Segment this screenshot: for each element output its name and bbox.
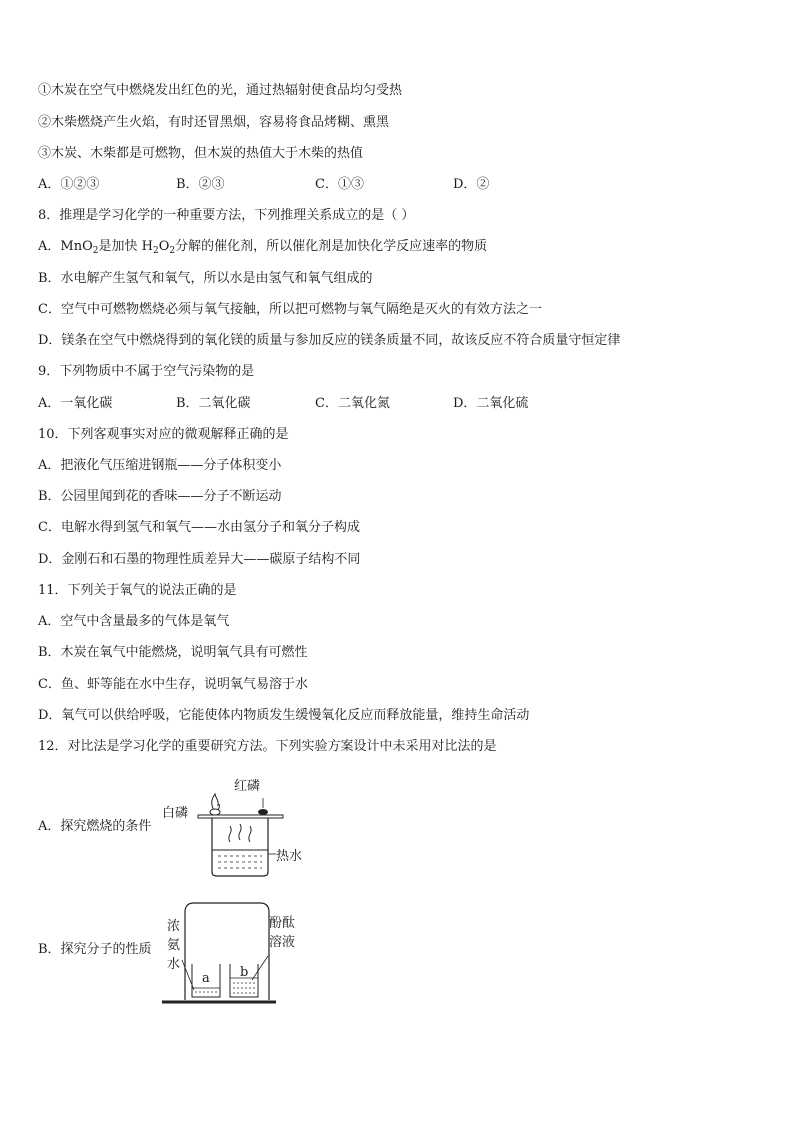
q7-option-a[interactable]: A．①②③ [38, 177, 100, 192]
label-white-phosphorus: 白磷 [162, 806, 189, 821]
label-beaker-b: b [240, 965, 249, 980]
q9-option-b[interactable]: B．二氧化碳 [176, 396, 251, 411]
q9-option-c[interactable]: C．二氧化氮 [315, 396, 390, 411]
q8-option-a[interactable] [38, 238, 487, 260]
red-phosphorus-piece [258, 809, 268, 815]
subscript: 2 [92, 246, 99, 256]
bell-jar [185, 903, 269, 1000]
label-beaker-a: a [202, 971, 210, 986]
label-red-phosphorus: 红磷 [234, 779, 261, 794]
q8-option-a-post: 分解的催化剂，所以催化剂是加快化学反应速率的物质 [175, 239, 488, 254]
pointer-line [252, 956, 268, 980]
q7-option-d[interactable]: D．② [453, 177, 490, 192]
label-ammonia-2: 氨 [167, 938, 181, 953]
q10-option-d[interactable]: D．金刚石和石墨的物理性质差异大——碳原子结构不同 [38, 552, 361, 567]
q10-option-a[interactable]: A．把液化气压缩进钢瓶——分子体积变小 [38, 458, 282, 473]
q10-stem: 10．下列客观事实对应的微观解释正确的是 [38, 427, 289, 442]
q9-option-d[interactable]: D．二氧化硫 [453, 396, 529, 411]
q7-option-b[interactable]: B．②③ [176, 177, 225, 192]
q8-option-a-pre: A．MnO [38, 239, 93, 254]
q7-option-c[interactable]: C．①③ [315, 177, 364, 192]
flame-icon [212, 794, 220, 810]
q12-stem: 12．对比法是学习化学的重要研究方法。下列实验方案设计中未采用对比法的是 [38, 739, 497, 754]
beaker [212, 818, 268, 876]
q8-stem: 8．推理是学习化学的一种重要方法，下列推理关系成立的是（ ） [38, 208, 415, 223]
q8-option-d[interactable]: D．镁条在空气中燃烧得到的氧化镁的质量与参加反应的镁条质量不同，故该反应不符合质量守恒定律 [38, 333, 621, 348]
steam-line [229, 826, 231, 842]
label-phenolphthalein-2: 溶液 [269, 935, 296, 950]
q7-item-1: ①木炭在空气中燃烧发出红色的光，通过热辐射使食品均匀受热 [38, 83, 403, 98]
q10-option-c[interactable]: C．电解水得到氢气和氧气——水由氢分子和氧分子构成 [38, 520, 360, 535]
subscript: 2 [152, 246, 159, 256]
q8-option-c[interactable]: C．空气中可燃物燃烧必须与氧气接触，所以把可燃物与氧气隔绝是灭火的有效方法之一 [38, 302, 542, 317]
q11-option-d[interactable]: D．氧气可以供给呼吸，它能使体内物质发生缓慢氧化反应而释放能量，维持生命活动 [38, 708, 530, 723]
q7-item-2: ②木柴燃烧产生火焰，有时还冒黑烟，容易将食品烤糊、熏黑 [38, 115, 390, 130]
q11-option-a[interactable]: A．空气中含量最多的气体是氧气 [38, 614, 230, 629]
label-hot-water: 热水 [276, 849, 303, 864]
q11-option-c[interactable]: C．鱼、虾等能在水中生存，说明氧气易溶于水 [38, 677, 308, 692]
q10-option-b[interactable]: B．公园里闻到花的香味——分子不断运动 [38, 489, 282, 504]
q8-option-b[interactable]: B．水电解产生氢气和氧气，所以水是由氢气和氧气组成的 [38, 271, 373, 286]
subscript: 2 [169, 246, 176, 256]
q11-stem: 11．下列关于氧气的说法正确的是 [38, 583, 237, 598]
q9-option-a[interactable]: A．一氧化碳 [38, 396, 113, 411]
label-ammonia-1: 浓 [167, 919, 181, 934]
figure-molecule-apparatus [160, 900, 310, 1008]
q9-stem: 9．下列物质中不属于空气污染物的是 [38, 364, 255, 379]
q12-option-b[interactable]: B．探究分子的性质 [38, 942, 152, 957]
q8-option-a-o: O [158, 239, 170, 254]
steam-line [239, 824, 241, 840]
white-phosphorus-piece [210, 809, 220, 815]
q11-option-b[interactable]: B．木炭在氧气中能燃烧，说明氧气具有可燃性 [38, 645, 308, 660]
q7-item-3: ③木炭、木柴都是可燃物，但木炭的热值大于木柴的热值 [38, 146, 364, 161]
q12-option-a[interactable]: A．探究燃烧的条件 [38, 819, 152, 834]
figure-combustion-apparatus [160, 772, 320, 882]
steam-line [249, 826, 251, 842]
copper-plate [198, 815, 283, 818]
q8-option-a-mid: 是加快 H [98, 239, 153, 254]
label-phenolphthalein-1: 酚酞 [269, 916, 296, 931]
label-ammonia-3: 水 [167, 957, 181, 972]
